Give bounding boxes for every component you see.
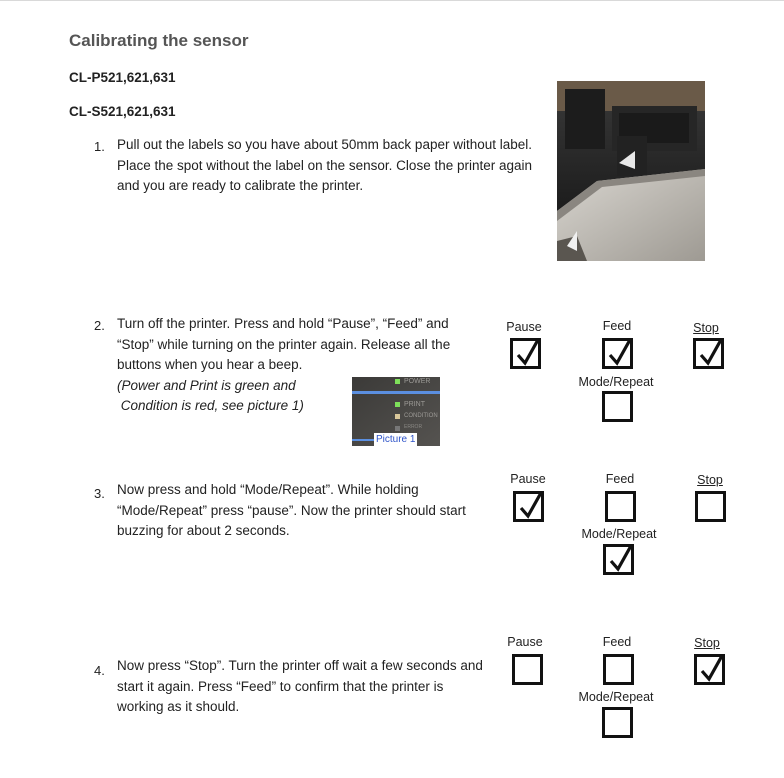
- step-4-number: 4.: [94, 663, 105, 678]
- printer-sensor-photo-art: [557, 81, 705, 261]
- print-led-icon: [395, 402, 400, 407]
- stop-label: Stop: [693, 321, 719, 335]
- step-4-text: [117, 656, 497, 718]
- step-2-note-line: (Power and Print is green and: [117, 377, 296, 393]
- model-s-heading: CL-S521,621,631: [69, 104, 176, 119]
- mode-repeat-label: Mode/Repeat: [578, 375, 654, 389]
- pause-label: Pause: [506, 320, 542, 334]
- pause-checkbox: [513, 491, 544, 522]
- step-2-text: [117, 314, 497, 417]
- step-2-line: “Stop” while turning on the printer again. Release all the: [117, 336, 451, 352]
- led-condition-label: CONDITION: [404, 413, 438, 419]
- step-1-line: Pull out the labels so you have about 50mm back paper without label.: [117, 137, 533, 152]
- feed-label: Feed: [602, 319, 632, 333]
- checkmark-icon: [697, 657, 728, 688]
- top-divider: [0, 0, 784, 1]
- stop-checkbox: [695, 491, 726, 522]
- step-4-line: start it again. Press “Feed” to confirm that the printer is: [117, 678, 444, 694]
- checkmark-icon: [606, 547, 637, 578]
- pause-label: Pause: [510, 472, 546, 486]
- mode-repeat-checkbox: [602, 707, 633, 738]
- mode-repeat-label: Mode/Repeat: [578, 690, 654, 704]
- pause-checkbox: [512, 654, 543, 685]
- checkmark-icon: [696, 341, 727, 372]
- printer-sensor-photo: [557, 81, 705, 261]
- feed-checkbox: [603, 654, 634, 685]
- step-4-line: working as it should.: [117, 699, 240, 714]
- step-2-line: Turn off the printer. Press and hold “Pause”, “Feed” and: [117, 316, 449, 331]
- step-1-line: and you are ready to calibrate the printer.: [117, 178, 364, 193]
- pause-checkbox: [510, 338, 541, 369]
- checkmark-icon: [605, 341, 636, 372]
- step-3-line: Now press and hold “Mode/Repeat”. While holding: [117, 482, 419, 497]
- step-3-number: 3.: [94, 486, 105, 501]
- mode-repeat-checkbox: [603, 544, 634, 575]
- checkmark-icon: [513, 341, 544, 372]
- page-title: Calibrating the sensor: [69, 31, 249, 50]
- step-1-line: Place the spot without the label on the sensor. Close the printer again: [117, 157, 533, 173]
- stop-label: Stop: [697, 473, 723, 487]
- stop-checkbox: [693, 338, 724, 369]
- error-led-icon: [395, 426, 400, 431]
- led-panel-picture: [352, 377, 440, 446]
- picture-caption: Picture 1: [376, 434, 416, 445]
- power-led-icon: [395, 379, 400, 384]
- step-1-number: 1.: [94, 139, 105, 154]
- led-error-label: ERROR: [404, 424, 423, 430]
- pause-label: Pause: [507, 635, 543, 649]
- condition-led-icon: [395, 414, 400, 419]
- feed-checkbox: [602, 338, 633, 369]
- model-p-heading: CL-P521,621,631: [69, 70, 176, 85]
- feed-checkbox: [605, 491, 636, 522]
- mode-repeat-label: Mode/Repeat: [581, 527, 657, 541]
- led-print-label: PRINT: [404, 401, 425, 408]
- feed-label: Feed: [602, 635, 632, 649]
- mode-repeat-checkbox: [602, 391, 633, 422]
- feed-label: Feed: [605, 472, 635, 486]
- step-2-note-line: Condition is red, see picture 1): [117, 398, 304, 413]
- step-1-text: [117, 135, 547, 197]
- step-2-number: 2.: [94, 318, 105, 333]
- stop-checkbox: [694, 654, 725, 685]
- step-4-line: Now press “Stop”. Turn the printer off wait a few seconds and: [117, 658, 483, 673]
- checkmark-icon: [516, 494, 547, 525]
- step-2-line: buttons when you hear a beep.: [117, 357, 303, 372]
- step-3-line: buzzing for about 2 seconds.: [117, 523, 290, 538]
- step-3-line: “Mode/Repeat” press “pause”. Now the printer should start: [117, 502, 466, 518]
- stop-label: Stop: [694, 636, 720, 650]
- led-power-label: POWER: [404, 378, 431, 385]
- step-3-text: [117, 480, 497, 542]
